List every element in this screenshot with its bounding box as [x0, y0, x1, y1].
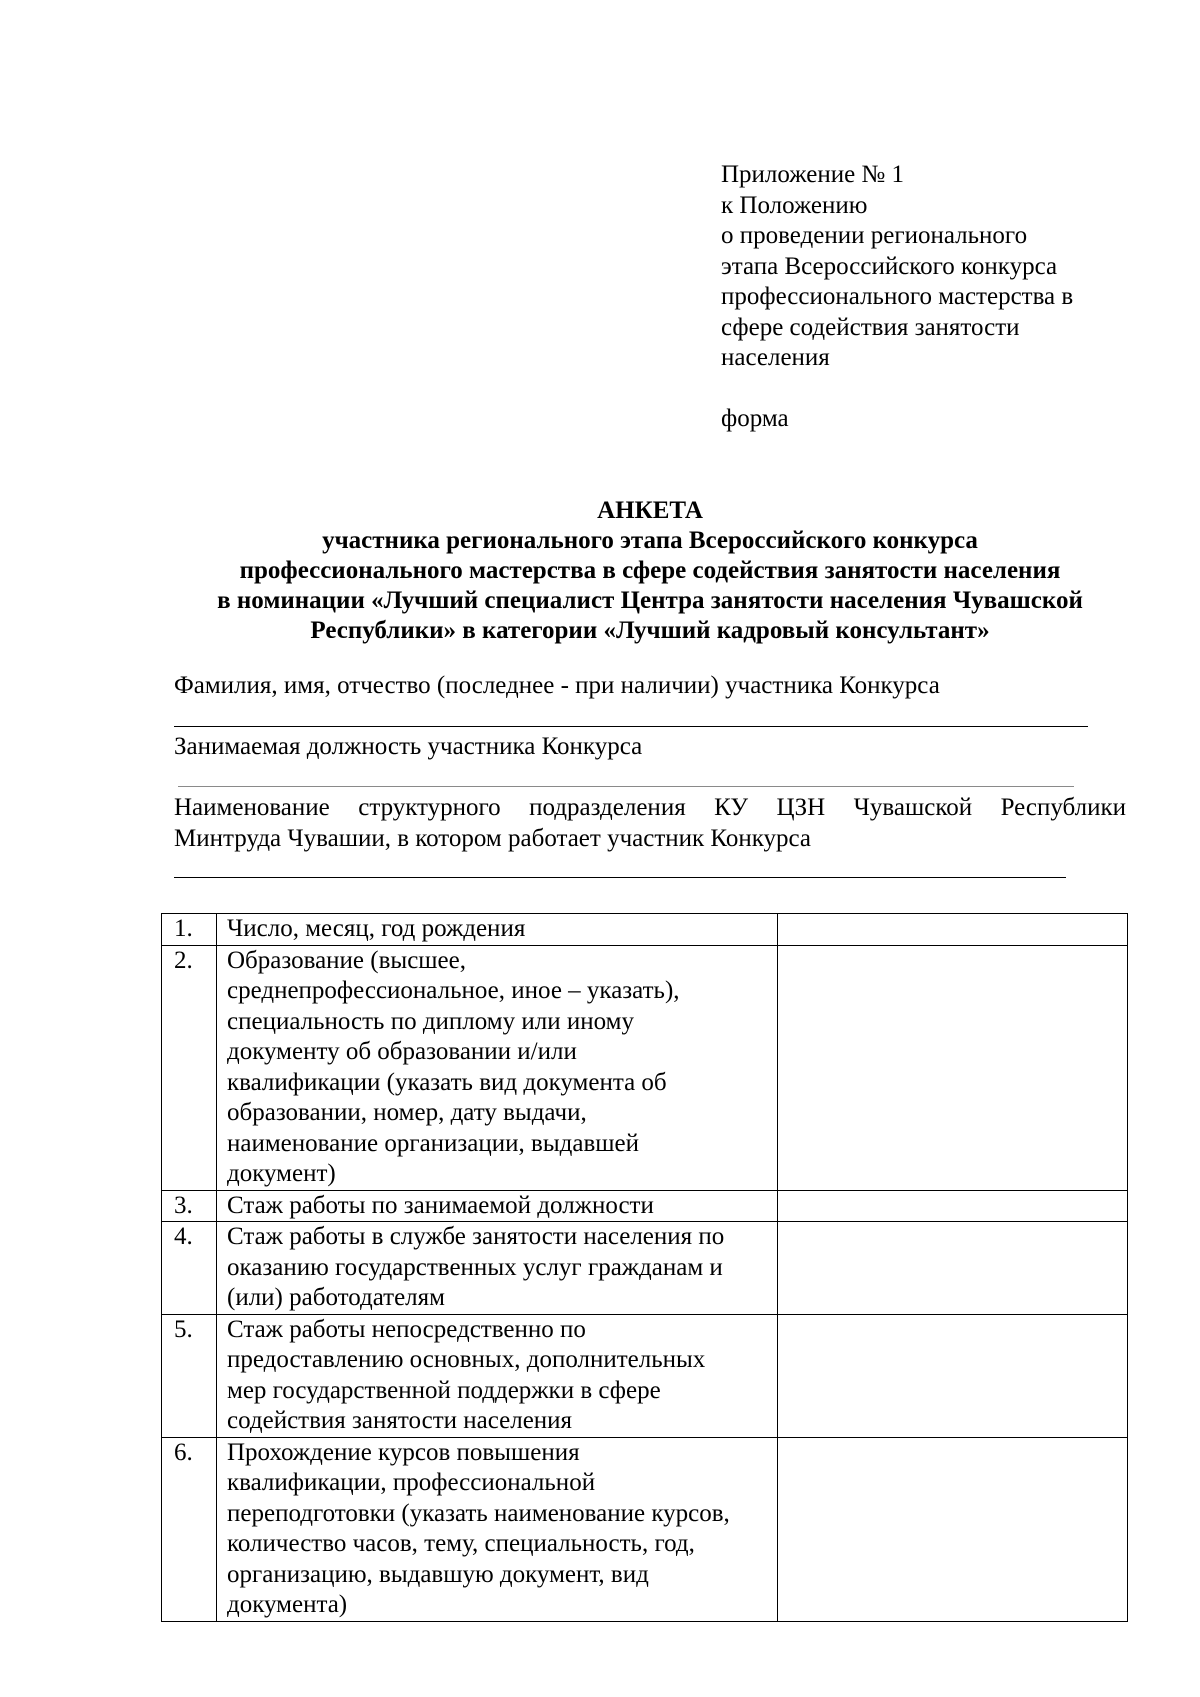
row-value-cell[interactable]: [778, 1314, 1128, 1437]
questionnaire-table: [161, 913, 1128, 1622]
row-value-cell[interactable]: [778, 914, 1128, 946]
row-number: 3.: [162, 1190, 217, 1222]
position-field: [174, 731, 1126, 762]
table-row: [162, 1222, 1128, 1315]
table-row: [162, 1314, 1128, 1437]
full-name-input-line[interactable]: [174, 726, 1088, 727]
department-label-line: Минтруда Чувашии, в котором работает участник Конкурса: [174, 825, 812, 852]
row-value-cell[interactable]: [778, 1222, 1128, 1315]
position-input-line[interactable]: [178, 786, 1074, 787]
table-row: [162, 914, 1128, 946]
row-number: 2.: [162, 945, 217, 1190]
row-label-line: Стаж работы по занимаемой должности: [227, 1191, 654, 1219]
table-row: [162, 1437, 1128, 1621]
row-number: 5.: [162, 1314, 217, 1437]
row-label: [217, 914, 778, 946]
row-label-line: Образование (высшее,: [227, 946, 466, 974]
department-input-line[interactable]: [174, 877, 1066, 878]
appendix-spacer: [721, 374, 1141, 405]
row-label-line: содействия занятости населения: [227, 1407, 573, 1434]
title-subtitle-line: Республики» в категории «Лучший кадровый консультант»: [310, 617, 990, 644]
row-value-cell[interactable]: [778, 945, 1128, 1190]
row-label-line: среднепрофессиональное, иное – указать),: [227, 977, 680, 1004]
row-label: [217, 945, 778, 1190]
row-label-line: организацию, выдавшую документ, вид: [227, 1560, 649, 1588]
row-value-cell[interactable]: [778, 1190, 1128, 1222]
position-label: Занимаемая должность участника Конкурса: [174, 733, 643, 760]
row-label-line: образовании, номер, дату выдачи,: [227, 1099, 587, 1126]
row-label-line: Стаж работы в службе занятости населения по: [227, 1223, 725, 1250]
row-label: [217, 1222, 778, 1315]
row-label-line: мер государственной поддержки в сфере: [227, 1376, 661, 1404]
row-label: [217, 1437, 778, 1621]
row-label-line: квалификации (указать вид документа об: [227, 1068, 667, 1096]
title-heading: АНКЕТА: [597, 497, 703, 524]
appendix-line: сфере содействия занятости: [721, 313, 1020, 341]
row-label: [217, 1314, 778, 1437]
appendix-header: [721, 160, 1141, 435]
appendix-line: населения: [721, 344, 830, 371]
department-label-line: Наименование структурного подразделения КУ ЦЗН Чувашской Республики: [174, 794, 1126, 821]
appendix-line: профессионального мастерства в: [721, 283, 1074, 310]
full-name-label: Фамилия, имя, отчество (последнее - при наличии) участника Конкурса: [174, 672, 940, 699]
appendix-line: этапа Всероссийского конкурса: [721, 252, 1058, 280]
table-row: [162, 1190, 1128, 1222]
row-label-line: квалификации, профессиональной: [227, 1469, 596, 1496]
department-field: [174, 792, 1126, 854]
row-label-line: переподготовки (указать наименование курсов,: [227, 1499, 730, 1527]
appendix-line: к Положению: [721, 191, 868, 219]
row-label-line: Стаж работы непосредственно по: [227, 1315, 586, 1343]
row-label-line: документ): [227, 1160, 336, 1187]
title-subtitle-line: профессионального мастерства в сфере содействия занятости населения: [239, 557, 1061, 584]
row-label: [217, 1190, 778, 1222]
row-number: 6.: [162, 1437, 217, 1621]
row-number: 1.: [162, 914, 217, 946]
row-label-line: наименование организации, выдавшей: [227, 1129, 639, 1157]
full-name-field: [174, 670, 1126, 701]
row-label-line: (или) работодателям: [227, 1284, 445, 1311]
appendix-line: Приложение № 1: [721, 161, 905, 188]
document-title: [172, 496, 1128, 646]
row-label-line: предоставлению основных, дополнительных: [227, 1346, 706, 1373]
row-label-line: документа): [227, 1591, 348, 1618]
title-subtitle-line: в номинации «Лучший специалист Центра занятости населения Чувашской: [217, 587, 1083, 614]
row-label-line: специальность по диплому или иному: [227, 1007, 634, 1035]
table-row: [162, 945, 1128, 1190]
title-subtitle-line: участника регионального этапа Всероссийского конкурса: [322, 527, 978, 554]
row-label-line: Число, месяц, год рождения: [227, 915, 526, 942]
row-label-line: Прохождение курсов повышения: [227, 1438, 580, 1466]
appendix-line: о проведении регионального: [721, 222, 1028, 249]
row-label-line: оказанию государственных услуг гражданам и: [227, 1253, 723, 1281]
form-label: форма: [721, 405, 789, 432]
row-value-cell[interactable]: [778, 1437, 1128, 1621]
row-number: 4.: [162, 1222, 217, 1315]
row-label-line: количество часов, тему, специальность, год,: [227, 1530, 695, 1557]
row-label-line: документу об образовании и/или: [227, 1038, 577, 1065]
